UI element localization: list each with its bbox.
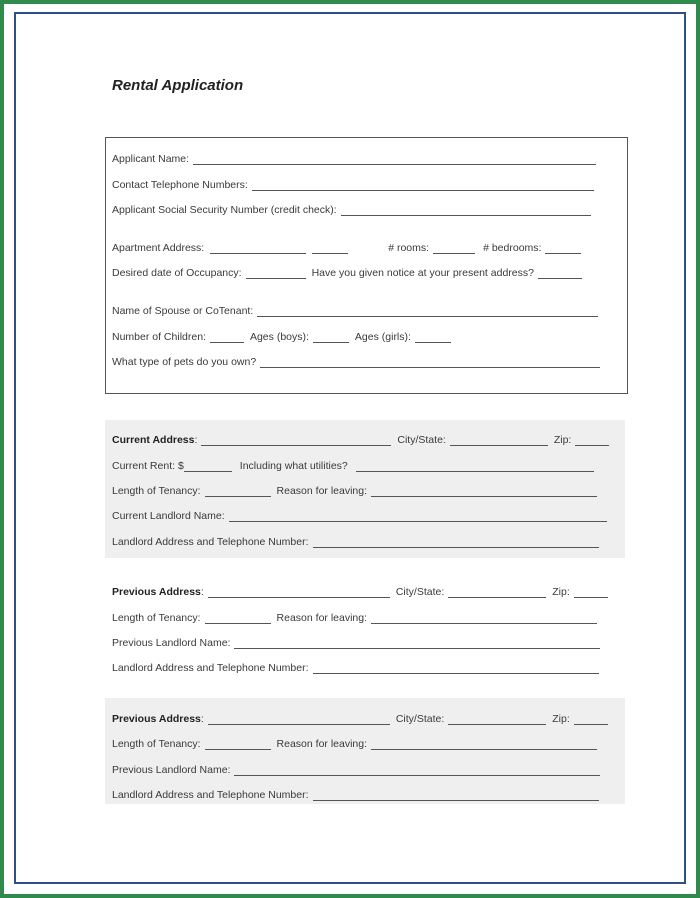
previous-address-field-1[interactable] (208, 587, 390, 598)
spouse-row (112, 303, 598, 317)
apartment-address-label: Apartment Address: (112, 242, 205, 254)
previous-landlord-address-field-2[interactable] (313, 790, 599, 801)
previous-tenancy-label-2: Length of Tenancy: (112, 738, 201, 750)
current-landlord-address-field[interactable] (313, 537, 599, 548)
previous-city-label-2: City/State: (395, 713, 445, 725)
bedrooms-field[interactable] (545, 243, 581, 254)
current-landlord-row (112, 508, 607, 522)
notice-field[interactable] (538, 268, 582, 279)
previous-tenancy-field-2[interactable] (205, 739, 271, 750)
notice-label: Have you given notice at your present address? (311, 267, 534, 279)
contact-phone-row (112, 177, 594, 191)
current-address-field[interactable] (201, 435, 391, 446)
previous-city-label-1: City/State: (395, 586, 445, 598)
current-city-label: City/State: (397, 434, 446, 446)
current-tenancy-label: Length of Tenancy: (112, 485, 201, 497)
previous-zip-label-2: Zip: (552, 713, 570, 725)
previous-landlord-label-1: Previous Landlord Name: (112, 637, 231, 649)
previous-landlord-row-1 (112, 635, 600, 649)
contact-phone-field[interactable] (252, 180, 594, 191)
previous-landlord-label-2: Previous Landlord Name: (112, 764, 231, 776)
previous-reason-field-2[interactable] (371, 739, 597, 750)
current-tenancy-field[interactable] (205, 486, 271, 497)
spouse-field[interactable] (257, 306, 598, 317)
occupancy-field[interactable] (246, 268, 306, 279)
ages-girls-label: Ages (girls): (354, 331, 411, 343)
current-address-colon: : (194, 434, 198, 446)
previous-tenancy-label-1: Length of Tenancy: (112, 612, 201, 624)
previous-reason-field-1[interactable] (371, 613, 597, 624)
apartment-address-field[interactable] (210, 243, 306, 254)
current-reason-field[interactable] (371, 486, 597, 497)
previous-address-colon-2: : (200, 713, 204, 725)
previous-tenancy-row-2 (112, 736, 597, 750)
previous-landlord-field-1[interactable] (234, 638, 600, 649)
current-address-label: Current Address (112, 434, 195, 446)
previous-landlord-address-label-2: Landlord Address and Telephone Number: (112, 789, 309, 801)
current-zip-label: Zip: (553, 434, 572, 446)
children-row (112, 329, 451, 343)
apartment-row (112, 240, 581, 254)
current-zip-field[interactable] (575, 435, 609, 446)
previous-address-field-2[interactable] (208, 714, 390, 725)
children-label: Number of Children: (112, 331, 206, 343)
previous-address-row-2 (112, 711, 608, 725)
previous-address-colon-1: : (200, 586, 204, 598)
previous-landlord-address-label-1: Landlord Address and Telephone Number: (112, 662, 309, 674)
previous-tenancy-field-1[interactable] (205, 613, 271, 624)
current-rent-label: Current Rent: $ (112, 460, 184, 472)
previous-city-field-1[interactable] (448, 587, 546, 598)
current-tenancy-row (112, 483, 597, 497)
pets-field[interactable] (260, 357, 600, 368)
previous-landlord-address-row-2 (112, 787, 599, 801)
document-title: Rental Application (112, 77, 244, 94)
previous-reason-label-2: Reason for leaving: (276, 738, 368, 750)
ssn-row (112, 202, 591, 216)
previous-city-field-2[interactable] (448, 714, 546, 725)
previous-zip-field-2[interactable] (574, 714, 608, 725)
current-landlord-field[interactable] (229, 511, 607, 522)
applicant-name-row (112, 151, 596, 165)
previous-address-row-1 (112, 584, 608, 598)
apartment-unit-field[interactable] (312, 243, 348, 254)
rooms-label: # rooms: (388, 242, 430, 254)
children-field[interactable] (210, 332, 244, 343)
previous-address-label-2: Previous Address (112, 713, 201, 725)
previous-zip-label-1: Zip: (552, 586, 570, 598)
ages-girls-field[interactable] (415, 332, 451, 343)
previous-landlord-field-2[interactable] (234, 765, 600, 776)
pets-label: What type of pets do you own? (112, 356, 257, 368)
utilities-label: Including what utilities? (239, 460, 348, 472)
current-reason-label: Reason for leaving: (276, 485, 368, 497)
current-landlord-label: Current Landlord Name: (112, 510, 225, 522)
bedrooms-label: # bedrooms: (483, 242, 542, 254)
current-rent-row (112, 458, 594, 472)
ssn-label: Applicant Social Security Number (credit check): (112, 204, 337, 216)
pets-row (112, 354, 600, 368)
previous-reason-label-1: Reason for leaving: (276, 612, 368, 624)
previous-zip-field-1[interactable] (574, 587, 608, 598)
ssn-field[interactable] (341, 205, 591, 216)
previous-landlord-row-2 (112, 762, 600, 776)
occupancy-row (112, 265, 582, 279)
previous-landlord-address-field-1[interactable] (313, 663, 599, 674)
applicant-name-field[interactable] (193, 154, 596, 165)
current-rent-field[interactable] (184, 461, 232, 472)
previous-address-label-1: Previous Address (112, 586, 201, 598)
rooms-field[interactable] (433, 243, 475, 254)
utilities-field[interactable] (356, 461, 594, 472)
occupancy-label: Desired date of Occupancy: (112, 267, 242, 279)
current-city-field[interactable] (450, 435, 548, 446)
applicant-name-label: Applicant Name: (112, 153, 190, 165)
current-landlord-address-label: Landlord Address and Telephone Number: (112, 536, 309, 548)
ages-boys-field[interactable] (313, 332, 349, 343)
current-address-row (112, 432, 609, 446)
previous-landlord-address-row-1 (112, 660, 599, 674)
contact-phone-label: Contact Telephone Numbers: (112, 179, 248, 191)
spouse-label: Name of Spouse or CoTenant: (112, 305, 254, 317)
current-landlord-address-row (112, 534, 599, 548)
previous-tenancy-row-1 (112, 610, 597, 624)
ages-boys-label: Ages (boys): (249, 331, 309, 343)
